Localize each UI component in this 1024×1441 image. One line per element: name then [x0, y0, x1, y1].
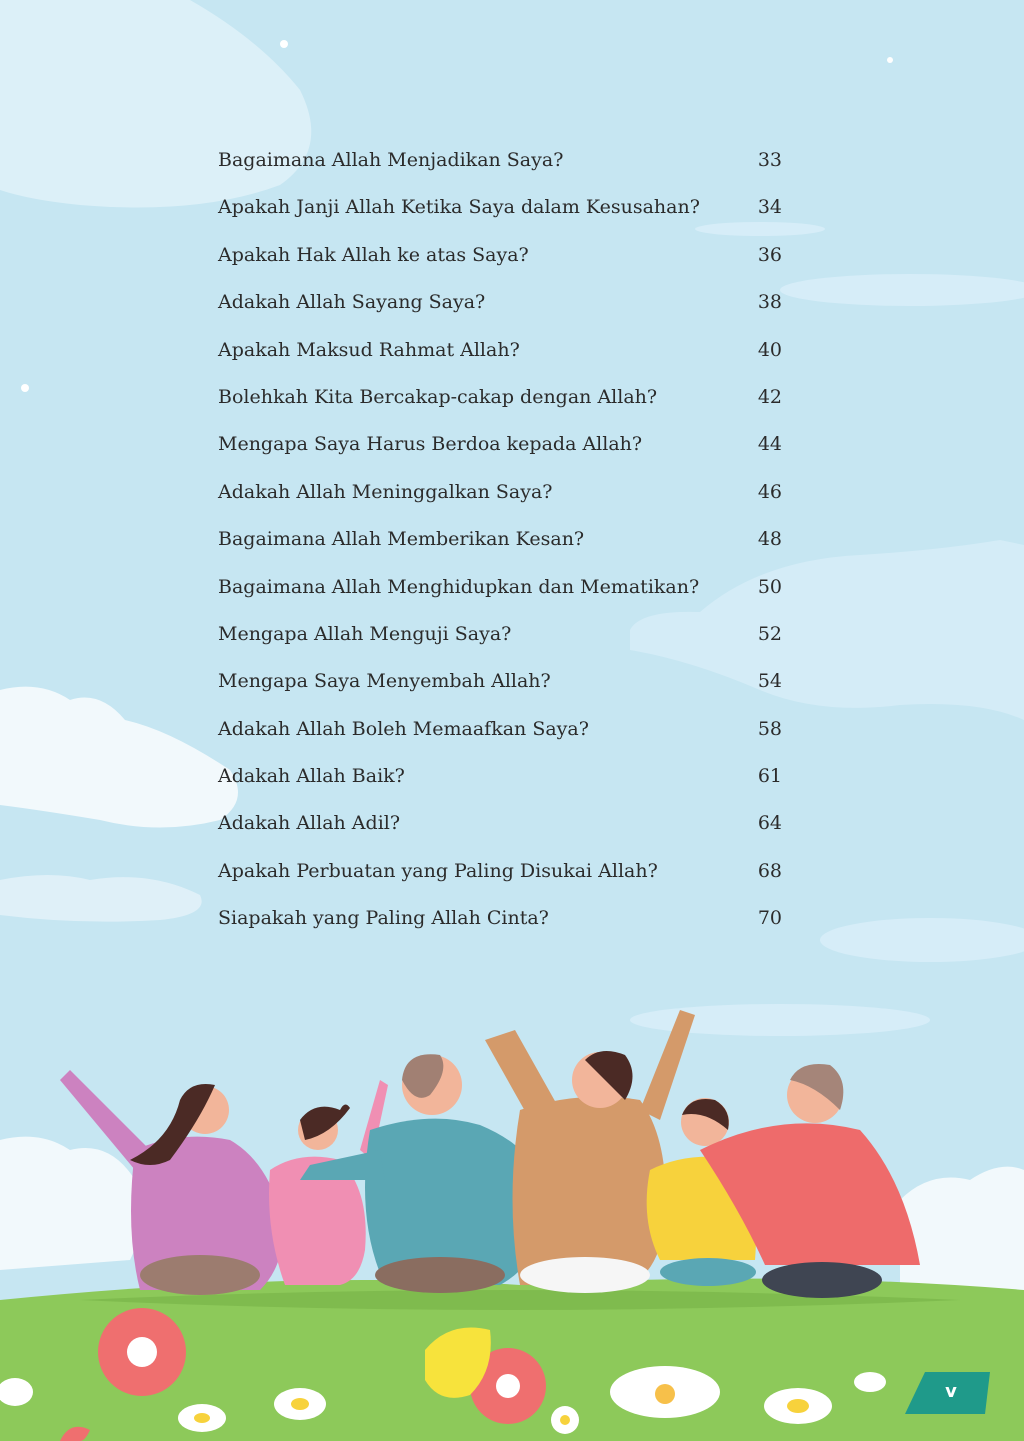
toc-entry-page: 61 — [757, 765, 782, 788]
toc-entry-page: 36 — [757, 243, 782, 266]
toc-entry-title: Apakah Janji Allah Ketika Saya dalam Kesusahan? — [218, 196, 700, 219]
toc-entry[interactable] — [218, 711, 784, 758]
toc-entry-page: 54 — [757, 670, 782, 693]
toc-entry-page: 50 — [757, 575, 782, 598]
toc-entry-page: 58 — [757, 717, 782, 740]
toc-entry[interactable] — [218, 853, 784, 900]
toc-entry[interactable] — [218, 426, 784, 473]
toc-entry-page: 68 — [757, 859, 782, 882]
toc-entry[interactable] — [218, 521, 784, 568]
table-of-contents — [218, 142, 784, 948]
toc-entry-page: 38 — [757, 291, 782, 314]
toc-entry-page: 44 — [757, 433, 782, 456]
toc-entry-title: Adakah Allah Meninggalkan Saya? — [218, 480, 553, 503]
toc-entry-page: 46 — [757, 480, 782, 503]
page-number: v — [945, 1381, 957, 1402]
toc-entry-title: Adakah Allah Baik? — [218, 765, 405, 788]
toc-entry-title: Bagaimana Allah Menghidupkan dan Mematikan? — [218, 575, 700, 598]
toc-entry[interactable] — [218, 569, 784, 616]
toc-entry[interactable] — [218, 142, 784, 189]
toc-entry-page: 33 — [757, 149, 782, 171]
toc-entry[interactable] — [218, 616, 784, 663]
toc-entry-page: 40 — [757, 338, 782, 361]
toc-entry-page: 64 — [757, 812, 782, 835]
toc-entry[interactable] — [218, 332, 784, 379]
toc-entry[interactable] — [218, 474, 784, 521]
toc-entry[interactable] — [218, 758, 784, 805]
toc-entry-title: Apakah Hak Allah ke atas Saya? — [218, 243, 529, 266]
toc-entry-page: 70 — [757, 907, 782, 930]
toc-entry[interactable] — [218, 379, 784, 426]
toc-entry[interactable] — [218, 189, 784, 236]
toc-entry-page: 34 — [757, 196, 782, 219]
toc-entry[interactable] — [218, 284, 784, 331]
toc-entry-title: Mengapa Allah Menguji Saya? — [218, 622, 512, 645]
toc-entry-title: Apakah Maksud Rahmat Allah? — [218, 338, 520, 361]
toc-entry[interactable] — [218, 663, 784, 710]
toc-entry-page: 48 — [757, 528, 782, 551]
toc-entry-page: 42 — [757, 385, 782, 408]
toc-entry-title: Bolehkah Kita Bercakap-cakap dengan Allah? — [218, 385, 658, 408]
toc-entry-page: 52 — [757, 622, 782, 645]
toc-entry-title: Apakah Perbuatan yang Paling Disukai Allah? — [218, 859, 658, 882]
toc-entry-title: Adakah Allah Boleh Memaafkan Saya? — [218, 717, 589, 740]
toc-entry-title: Adakah Allah Sayang Saya? — [218, 291, 486, 314]
toc-entry-title: Adakah Allah Adil? — [218, 812, 401, 835]
toc-entry-title: Mengapa Saya Menyembah Allah? — [218, 670, 551, 693]
toc-entry[interactable] — [218, 805, 784, 852]
toc-entry-title: Mengapa Saya Harus Berdoa kepada Allah? — [218, 433, 643, 456]
toc-entry[interactable] — [218, 237, 784, 284]
toc-entry-title: Bagaimana Allah Memberikan Kesan? — [218, 528, 585, 551]
toc-entry-title: Bagaimana Allah Menjadikan Saya? — [218, 149, 564, 171]
toc-entry-title: Siapakah yang Paling Allah Cinta? — [218, 907, 549, 930]
toc-entry[interactable] — [218, 900, 784, 947]
